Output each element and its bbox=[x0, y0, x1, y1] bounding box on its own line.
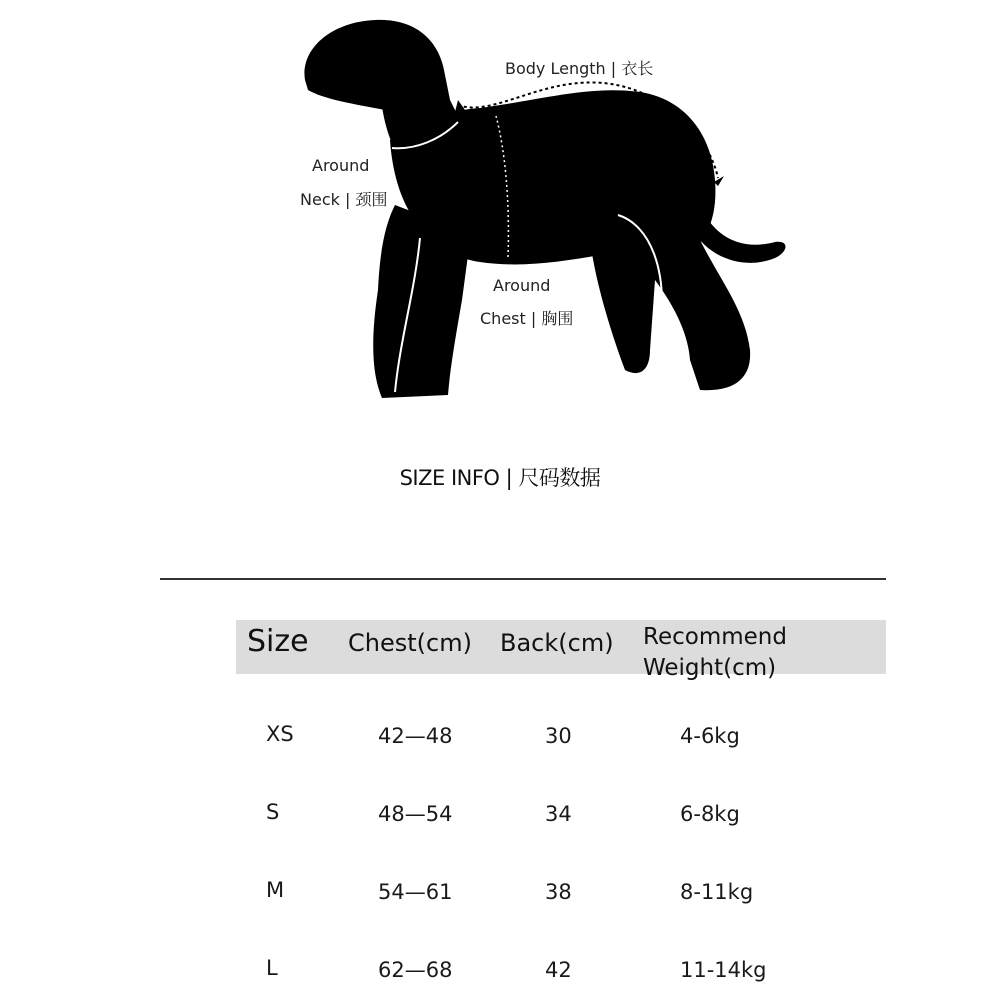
header-size: Size bbox=[247, 624, 309, 659]
body-length-label: Body Length | 衣长 bbox=[505, 59, 654, 78]
chest-label-line2: Chest | 胸围 bbox=[480, 309, 574, 328]
header-chest: Chest(cm) bbox=[348, 629, 472, 657]
size-info-title: SIZE INFO | 尺码数据 bbox=[399, 466, 601, 490]
cell-chest: 48—54 bbox=[378, 802, 453, 826]
cell-weight: 8-11kg bbox=[680, 880, 754, 904]
neck-label-line2: Neck | 颈围 bbox=[300, 190, 388, 209]
cell-chest: 42—48 bbox=[378, 724, 453, 748]
dog-silhouette-illustration bbox=[0, 0, 1000, 420]
neck-label-line1: Around bbox=[312, 156, 370, 175]
cell-size: S bbox=[266, 800, 280, 824]
cell-weight: 11-14kg bbox=[680, 958, 767, 982]
header-weight-line2: Weight(cm) bbox=[643, 655, 777, 681]
chest-label-line1: Around bbox=[493, 276, 551, 295]
cell-size: L bbox=[266, 956, 278, 980]
cell-back: 30 bbox=[545, 724, 572, 748]
divider-line bbox=[160, 578, 886, 580]
cell-back: 38 bbox=[545, 880, 572, 904]
cell-back: 34 bbox=[545, 802, 572, 826]
cell-weight: 6-8kg bbox=[680, 802, 740, 826]
cell-weight: 4-6kg bbox=[680, 724, 740, 748]
cell-chest: 54—61 bbox=[378, 880, 453, 904]
cell-back: 42 bbox=[545, 958, 572, 982]
cell-chest: 62—68 bbox=[378, 958, 453, 982]
header-weight-line1: Recommend bbox=[643, 624, 787, 650]
cell-size: M bbox=[266, 878, 285, 902]
cell-size: XS bbox=[266, 722, 294, 746]
header-back: Back(cm) bbox=[500, 629, 614, 657]
